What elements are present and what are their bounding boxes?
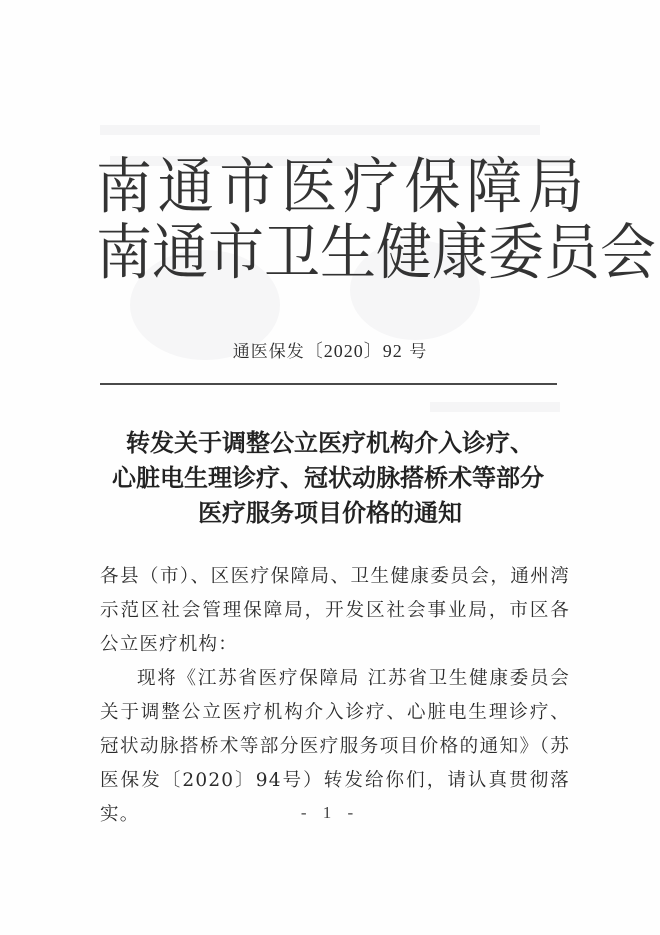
header-char: 康	[432, 218, 488, 289]
doc-number-value: 92	[382, 341, 403, 361]
bleed-through-text	[100, 125, 540, 135]
header-char: 健	[376, 218, 432, 289]
header-char: 生	[320, 218, 376, 289]
doc-number-prefix: 通医保发	[232, 342, 305, 362]
doc-number-year: 〔2020〕	[304, 341, 383, 361]
header-char: 员	[544, 218, 600, 289]
header-char: 通	[157, 152, 214, 223]
issuer-header	[96, 152, 656, 289]
doc-number-suffix: 号	[409, 342, 428, 362]
header-char: 会	[600, 218, 656, 289]
header-char: 局	[527, 152, 584, 223]
header-char: 委	[488, 218, 544, 289]
document-body	[100, 560, 570, 832]
bleed-through-text	[430, 402, 560, 412]
header-char: 医	[281, 152, 338, 223]
title-line-3: 医疗服务项目价格的通知	[198, 499, 462, 527]
document-number	[0, 337, 660, 363]
header-divider	[100, 383, 557, 385]
header-char: 疗	[342, 152, 399, 223]
document-title	[0, 426, 660, 531]
header-char: 卫	[264, 218, 320, 289]
header-char: 障	[466, 152, 523, 223]
header-char: 市	[208, 218, 264, 289]
title-line-2: 心脏电生理诊疗、冠状动脉搭桥术等部分	[112, 464, 544, 492]
header-char: 通	[152, 218, 208, 289]
header-char: 南	[96, 218, 152, 289]
body-paragraph: 现将《江苏省医疗保障局 江苏省卫生健康委员会关于调整公立医疗机构介入诊疗、心脏电生理诊疗、冠状动脉搭桥术等部分医疗服务项目价格的通知》（苏医保发〔2020〕94号）转发给你们，请认真贯彻落实。	[100, 668, 570, 825]
header-char: 南	[96, 152, 152, 223]
salutation: 各县（市）、区医疗保障局、卫生健康委员会，通州湾示范区社会管理保障局，开发区社会事业局，市区各公立医疗机构：	[100, 566, 570, 655]
header-char: 保	[404, 152, 461, 223]
title-line-1: 转发关于调整公立医疗机构介入诊疗、	[126, 429, 534, 457]
header-char: 市	[219, 152, 276, 223]
issuer-line-health-commission	[96, 218, 656, 289]
page-number: - 1 -	[300, 803, 360, 822]
issuer-line-medical-security-bureau	[96, 152, 584, 223]
